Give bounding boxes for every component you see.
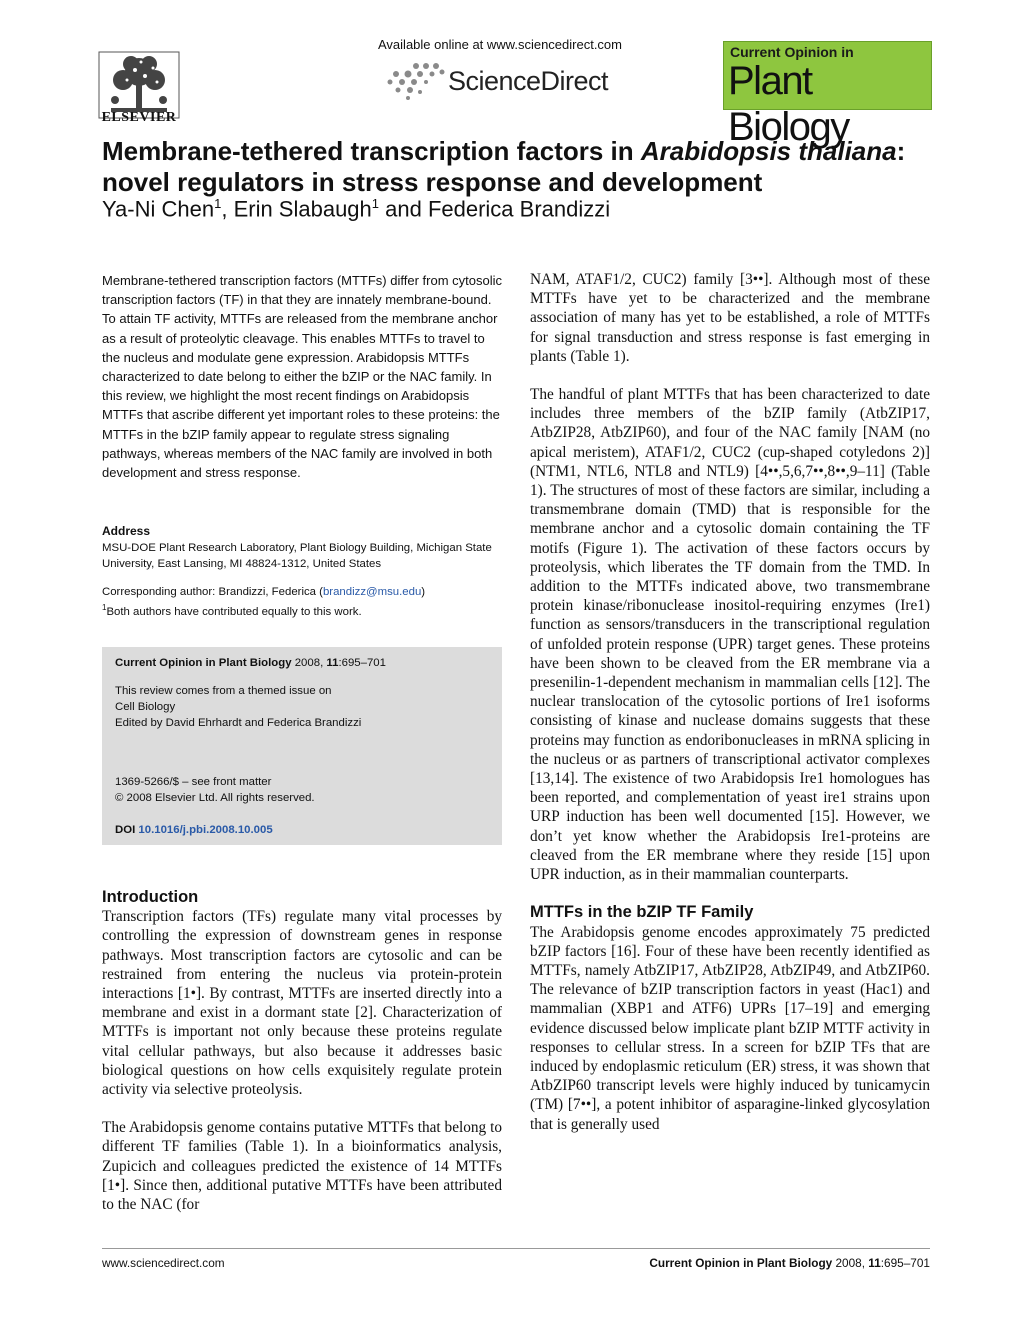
introduction-paragraph: The Arabidopsis genome contains putative MTTFs that belong to different TF families (Table 1). In a bioinformatics analysis, Zupicich and colleagues predicted the existence of 14 MTTFs [1•]. Since then, additional putative MTTFs have been attributed to the NAC (for xyxy=(102,1119,502,1214)
available-online-text[interactable]: Available online at www.sciencedirect.com xyxy=(378,37,622,52)
footer-divider xyxy=(102,1248,930,1249)
issn-line: 1369-5266/$ – see front matter xyxy=(115,776,272,788)
journal-logo-main: Plant Biology xyxy=(728,59,849,149)
sciencedirect-wordmark: ScienceDirect xyxy=(448,66,609,96)
footer-volume: 11 xyxy=(868,1256,881,1270)
citation-year: 2008, xyxy=(291,657,327,669)
author-footnote-mark: 1 xyxy=(371,196,380,211)
citation-line xyxy=(115,655,386,671)
citation-journal: Current Opinion in Plant Biology xyxy=(115,657,292,669)
left-body-column xyxy=(102,888,502,1214)
doi-link[interactable]: 10.1016/j.pbi.2008.10.005 xyxy=(138,824,273,836)
body-paragraph: NAM, ATAF1/2, CUC2) family [3••]. Although most of these MTTFs have yet to be characterized and the membrane association of many has yet to be established, a role of MTTFs for signal transduction and stress response is fast emerging in plants (Table 1). xyxy=(530,271,930,365)
author-separator: and xyxy=(379,196,428,222)
title-colon: : xyxy=(896,136,906,166)
journal-logo-top: Current Opinion in xyxy=(730,44,854,60)
citation-pages: :695–701 xyxy=(338,657,386,669)
sciencedirect-dots-icon xyxy=(386,60,446,100)
footnote-mark: 1 xyxy=(102,603,107,612)
author-name: Erin Slabaugh xyxy=(233,196,372,222)
title-species: Arabidopsis thaliana xyxy=(640,136,897,166)
footnote-text: Both authors have contributed equally to this work. xyxy=(106,605,362,618)
authors xyxy=(102,196,610,222)
author-name: Federica Brandizzi xyxy=(427,196,611,222)
introduction-heading: Introduction xyxy=(102,888,199,906)
footer-url[interactable]: www.sciencedirect.com xyxy=(102,1256,225,1270)
themed-issue-line: This review comes from a themed issue on xyxy=(115,685,332,697)
footer-pages: :695–701 xyxy=(880,1256,930,1270)
right-body-column xyxy=(530,270,930,1134)
editors-line: Edited by David Ehrhardt and Federica Brandizzi xyxy=(115,717,362,729)
themed-issue-topic: Cell Biology xyxy=(115,701,176,713)
publisher-name: ELSEVIER xyxy=(101,110,177,125)
address-block xyxy=(102,524,502,620)
author-footnote xyxy=(102,600,502,620)
email-link[interactable]: brandizz@msu.edu xyxy=(322,586,422,598)
address-heading: Address xyxy=(102,524,151,538)
title-part-2: novel regulators in stress response and development xyxy=(102,167,763,197)
article-title xyxy=(102,136,942,198)
author-separator: , xyxy=(221,196,234,222)
doi-label: DOI xyxy=(115,824,139,836)
title-part: Membrane-tethered transcription factors in xyxy=(102,136,641,166)
doi-line xyxy=(115,822,273,838)
article-info-box xyxy=(102,647,502,845)
author-name: Ya-Ni Chen xyxy=(102,196,215,222)
citation-volume: 11 xyxy=(326,657,339,669)
bzip-section-heading: MTTFs in the bZIP TF Family xyxy=(530,903,754,922)
footer-journal: Current Opinion in Plant Biology xyxy=(649,1256,833,1270)
address-text: MSU-DOE Plant Research Laboratory, Plant Biology Building, Michigan State University, East Lansing, MI 48824-1312, United States xyxy=(102,542,492,570)
footer-year: 2008, xyxy=(832,1256,869,1270)
corresponding-label: Corresponding author: Brandizzi, Federica ( xyxy=(102,586,323,598)
author-footnote-mark: 1 xyxy=(214,196,222,211)
body-paragraph: The Arabidopsis genome encodes approximately 75 predicted bZIP factors [16]. Four of these have been recently identified as MTTFs, namely AtbZIP17, AtbZIP28, AtbZIP49, and AtbZIP60. The relevance of bZIP transcription factors in yeast (Hac1) and mammalian (XBP1 and ATF6) UPRs [17–19] and emerging evidence discussed below implicate plant bZIP MTTF activity in responses to cellular stress. In a screen for bZIP TFs that are induced by endoplasmic reticulum (ER) stress, it was shown that AtbZIP60 transcript levels were highly induced by tunicamycin (TM) [7••], a potent inhibitor of asparagine-linked glycosylation that is generally used xyxy=(530,923,930,1133)
introduction-paragraph: Transcription factors (TFs) regulate many vital processes by controlling the expression of downstream genes in response pathways. Most transcription factors are cytosolic and can be restrained from entering the nucleus via protein-protein interactions [1•]. By contrast, MTTFs are inserted directly into a membrane and exist in a dormant state [2]. Characterization of MTTFs is important not only because these proteins regulate vital cellular pathways, but also because it addresses basic biological questions on how cells exquisitely regulate protein activity via selective proteolysis. xyxy=(102,908,502,1099)
footer-citation xyxy=(580,1256,930,1270)
corresponding-end: ) xyxy=(421,586,426,598)
body-paragraph: The handful of plant MTTFs that has been characterized to date includes three members of the bZIP family (AtbZIP17, AtbZIP28, AtbZIP60), and four of the NAC family [NAM (no apical meristem), ATAF1/2, CUC2 (cup-shaped cotyledons 2)] (NTM1, NTL6, NTL8 and NTL9) [4••,5,6,7••,8••,9–11] (Table 1). The structures of most of these factors are similar, including a transmembrane domain (TMD) that is responsible for the membrane anchor and a cytosolic domain containing the TF motifs (Figure 1). The activation of these factors occurs by proteolysis, which liberates the TF domain from the TMD. In addition to the MTTFs indicated above, two transmembrane protein kinase/ribonuclease inositol-requiring enzymes (Ire1) function as sensors/transducers in the transcriptional regulation of unfolded protein response (UPR) target genes. These proteins have been shown to be cleaved from the ER membrane via a presenilin-1-dependent mechanism in mammalian cells [12]. The nuclear translocation of the cytosolic portions of Ire1 isoforms consisting of kinase and nuclease domains suggests that these proteins may function as endoribonucleases in mRNA splicing in the nucleus or as partners of transcriptional activator complexes [13,14]. The existence of two Arabidopsis Ire1 homologues has been reported, and complementation of yeast ire1 strains upon URP induction has been well documented [15]. However, we don’t yet know whether the Arabidopsis Ire1-proteins are cleaved from the ER membrane where they reside [15] upon UPR induction, as in their mammalian counterparts. xyxy=(530,386,930,884)
journal-logo xyxy=(723,41,932,149)
corresponding-author xyxy=(102,584,502,600)
abstract: Membrane-tethered transcription factors (MTTFs) differ from cytosolic transcription factors (TF) in that they are innately membrane-bound. To attain TF activity, MTTFs are released from the membrane anchor as a result of proteolytic cleavage. This enables MTTFs to travel to the nucleus and modulate gene expression. Arabidopsis MTTFs characterized to date belong to either the bZIP or the NAC family. In this review, we highlight the most recent findings on Arabidopsis MTTFs that ascribe different yet important roles to these proteins: the MTTFs in the bZIP family appear to regulate stress signaling pathways, whereas members of the NAC family are involved in both development and stress response. xyxy=(102,273,502,481)
copyright-line: © 2008 Elsevier Ltd. All rights reserved. xyxy=(115,792,315,804)
